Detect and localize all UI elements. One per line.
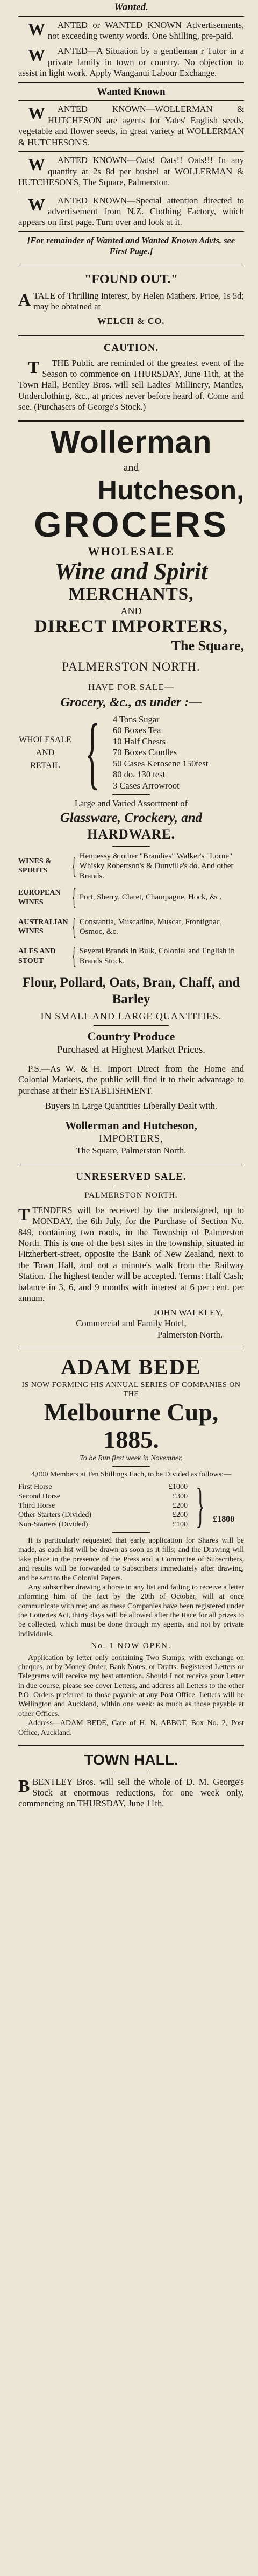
hutcheson-name: Hutcheson, [97,475,244,506]
importers-heading: DIRECT IMPORTERS, [34,617,228,637]
wollerman-ad [18,426,244,1157]
adam-p1: It is particularly requested that early application for Shares will be made, as each list will be drawn as soon as it fills; and the Drawing will take place in the presence of the Press and a Committee of Subscribers, and results will be forwarded to Subscribers immediately after drawing, and be sent to the Colonial Papers. [18,1537,244,1582]
found-out-heading: "FOUND OUT." [84,272,178,286]
divider [18,1164,244,1165]
prize-label: Non-Starters (Divided) [18,1520,88,1529]
wollerman-sig-3: The Square, Palmerston North. [76,1145,187,1156]
divider [18,231,244,232]
produce-heading: Country Produce [87,1029,175,1043]
wine-row [18,912,244,942]
wanted-ad-2: W ANTED—A Situation by a gentleman r Tutor in a private family in town or country. No objection to assist in light work. Apply Wanganui Labour Exchange. [18,45,244,79]
brace: { [84,708,101,798]
ws-item: 3 Cases Arrowroot [113,780,180,791]
buyers-text: Buyers in Large Quantities Liberally Dealt with. [45,1101,217,1111]
wine-row-text: Port, Sherry, Claret, Champagne, Hock, &c. [79,893,222,902]
divider [18,82,244,83]
ws-label-2: AND [35,748,55,757]
wanted-known-heading: Wanted Known [97,86,166,97]
unreserved-sig-1: JOHN WALKLEY, [154,1307,223,1318]
ps-text: P.S.—As W. & H. Import Direct from the Home and Colonial Markets, the public will find it to their advantage to purchase at their ESTABLISHMENT. [18,1063,244,1096]
wollerman-sig-1: Wollerman and Hutcheson, [65,1119,197,1132]
wines-table [18,850,244,971]
prize-amount: £200 [173,1511,188,1519]
caution-ad: CAUTION. T THE Public are reminded of the greatest event of the Season to commence on THURSDAY, June 11th, at the Town Hall, Bentley Bros. will sell Ladies' Millinery, Mantles, Underclothing, &c., at prices never before heard of. Come and see. (Purchasers of George's Stock.) [18,342,244,412]
wollerman-sig-2: IMPORTERS, [98,1133,164,1145]
ws-items-list [113,714,244,791]
adam-addr: Address—ADAM BEDE, Care of H. N. ABBOT, Box No. 2, Post Office, Auckland. [18,1719,244,1737]
ws-item: 50 Cases Kerosene 150test [113,758,209,769]
adam-total: £1800 [213,1515,235,1524]
wollerman-name: Wollerman [51,424,212,460]
and-label: AND [120,606,142,617]
divider [18,1347,244,1348]
adam-forming: IS NOW FORMING HIS ANNUAL SERIES OF COMPANIES ON THE [22,1381,241,1399]
brace: } [195,1479,205,1533]
wanted-heading: Wanted. [114,2,148,13]
have-for-sale: HAVE FOR SALE— [88,682,175,693]
wine-row-text: Hennessy & other "Brandies" Walker's "Lorne" Whisky Robertson's & Dunville's do. And other Brands. [79,851,234,881]
divider [112,846,150,847]
wanted-ad-2-text: ANTED—A Situation by a gentleman r Tutor in a private family in town or country. No objection to assist in light work. Apply Wanganui Labour Exchange. [18,46,244,79]
wine-row [18,883,244,912]
wine-spirit-heading: Wine and Spirit [54,558,208,585]
found-out-ad: "FOUND OUT." ATALE of Thrilling Interest, by Helen Mathers. Price, 1s 5d; may be obtained at WELCH & CO. [18,272,244,326]
prize-row [18,1492,188,1501]
found-out-body: TALE of Thrilling Interest, by Helen Mathers. Price, 1s 5d; may be obtained at [33,290,244,312]
prize-amount: £300 [173,1492,188,1501]
divider [18,420,244,422]
divider [18,265,244,266]
town-label: PALMERSTON NORTH. [62,659,200,673]
divider [18,151,244,152]
adam-heading: ADAM BEDE [61,1355,202,1380]
ws-label-1: WHOLESALE [19,735,71,744]
wine-row-label: EUROPEAN WINES [18,889,61,906]
wanted-known-ad-1: W ANTED KNOWN—WOLLERMAN & HUTCHESON are agents for Yates' English seeds, vegetable and flower seeds, in great variety at WOLLERMAN & HUTCHESON'S. [18,103,244,147]
wanted-known-note: [For remainder of Wanted and Wanted Known Advts. see First Page.] [27,235,235,257]
adam-no: No. 1 NOW OPEN. [91,1642,171,1651]
prize-row [18,1501,188,1510]
wine-row-text: Several Brands in Bulk, Colonial and English in Brands Stock. [79,947,235,966]
prize-label: Other Starters (Divided) [18,1511,92,1519]
ws-label-cell [18,714,72,791]
town-hall-heading: TOWN HALL. [84,1751,178,1768]
wanted-known-ad-3-text: ANTED KNOWN—Special attention directed to advertisement from N.Z. Clothing Factory, which appears on first page. Turn over and look at it. [18,195,244,228]
adam-cup: Melbourne Cup, 1885. [44,1398,219,1453]
square-label: The Square, [171,638,244,654]
prize-row [18,1510,188,1519]
produce-text: Purchased at Highest Market Prices. [57,1044,205,1056]
prize-label: Third Horse [18,1502,55,1510]
wine-row [18,850,244,883]
prize-amount: £1000 [169,1483,188,1491]
divider [112,1532,150,1533]
wanted-ad-1: W ANTED or WANTED KNOWN Advertisements, not exceeding twenty words. One Shilling, pre-paid. [28,19,244,41]
small-quantities: IN SMALL AND LARGE QUANTITIES. [40,1010,222,1022]
ws-item: 10 Half Chests [113,736,166,747]
unreserved-body: TENDERS will be received by the undersigned, up to MONDAY, the 6th July, for the Purchase of Section No. 849, containing two roods, in the Township of Palmerston North. This is one of the best sites in the township, situated in Fitzherbert-street, opposite the Bank of New Zealand, next to the Town Hall, and not a minute's walk from the Railway Station. The highest tender will be accepted. Terms: Half Cash; balance in 3, 6, and 9 months with interest at 6 per cent. per annum. [18,1205,244,1304]
prize-row [18,1520,188,1529]
wollerman-and: and [123,461,139,474]
glass-line-2: Glassware, Crockery, and [60,810,203,825]
brace: { [71,942,76,969]
wine-row-label: ALES AND STOUT [18,947,56,965]
wine-row-label: AUSTRALIAN WINES [18,918,68,936]
adam-p3: Application by letter only containing Two Stamps, with exchange on cheques, or by Money Order, Bank Notes, or Drafts. Registered Letters or Telegrams will receive my best attention. Should I not receive your Letter in due course, please see cover Letters, and address all Letters to the other P.O. Orders preferred to those payable at any Post Office. Letters will be Wellington and Auckland, within one week: as much as those payable at other Offices. [18,1653,244,1718]
flour-line: Flour, Pollard, Oats, Bran, Chaff, and Barley [22,975,240,1007]
town-hall-ad: TOWN HALL. BBENTLEY Bros. will sell the whole of D. M. George's Stock at enormous reductions, for one week only, commencing on THURSDAY, June 11th. [18,1751,244,1809]
wanted-known-ad-1-text: ANTED KNOWN—WOLLERMAN & HUTCHESON are agents for Yates' English seeds, vegetable and flower seeds, in great variety at WOLLERMAN & HUTCHESON'S. [18,104,244,147]
wholesale-label: WHOLESALE [88,544,175,558]
brace: { [71,853,76,879]
wanted-known-ad-3: W ANTED KNOWN—Special attention directed to advertisement from N.Z. Clothing Factory, which appears on first page. Turn over and look at it. [18,194,244,228]
ws-item: 60 Boxes Tea [113,725,161,736]
prize-row [18,1482,188,1491]
glass-line-3: HARDWARE. [87,827,175,842]
brace: { [71,884,76,911]
wine-row [18,941,244,971]
prize-amount: £100 [173,1520,188,1529]
wanted-ad-1-text: ANTED or WANTED KNOWN Advertisements, not exceeding twenty words. One Shilling, pre-paid. [48,19,244,41]
grocers-heading: GROCERS [34,504,228,544]
divider [94,1025,169,1026]
ws-label-3: RETAIL [30,761,60,770]
wanted-section [18,1,244,79]
wanted-known-ad-2-text: ANTED KNOWN—Oats! Oats!! Oats!!! In any quantity at 2s 8d per bushel at WOLLERMAN & HUTCHESON'S, The Square, Palmerston. [18,155,244,188]
unreserved-sig-3: Palmerston North. [157,1329,223,1340]
divider [18,16,244,17]
caution-heading: CAUTION. [103,342,159,354]
unreserved-heading: UNRESERVED SALE. [76,1171,187,1183]
ws-item: 4 Tons Sugar [113,714,160,724]
unreserved-sig-2: Commercial and Family Hotel, [76,1318,187,1329]
divider [18,335,244,336]
adam-p2: Any subscriber drawing a horse in any list and failing to receive a letter informing him of the fact by the 20th of October, will at once communicate with me; and as these Companies have been registered under the Lotteries Act, thirty days will be allowed after the Race for all prizes to be collected, which must be done through my agents, and not by private individuals. [18,1583,244,1638]
advertisement-column [18,0,244,1810]
brace: { [71,913,76,940]
unreserved-sale-ad: UNRESERVED SALE. PALMERSTON NORTH. TTENDERS will be received by the undersigned, up to MONDAY, the 6th July, for the Purchase of Section No. 849, containing two roods, in the Township of Palmerston North. This is one of the best sites in the township, situated in Fitzherbert-street, opposite the Bank of New Zealand, next to the Town Hall, and not a minute's walk from the Railway Station. The highest tender will be accepted. Terms: Half Cash; balance in 3, 6, and 9 months with interest at 6 per cent. per annum. JOHN WALKLEY, Commercial and Family Hotel, Palmerston North. [18,1171,244,1340]
grocery-label: Grocery, &c., as under :— [60,695,202,710]
merchants-heading: MERCHANTS, [68,585,194,604]
unreserved-place: PALMERSTON NORTH. [84,1191,178,1200]
wine-row-text: Constantia, Muscadine, Muscat, Frontignac, Osmoc, &c. [79,917,223,937]
adam-prizes-table [18,1479,244,1533]
divider [18,100,244,101]
glass-line-1: Large and Varied Assortment of [74,798,188,809]
caution-body: THE Public are reminded of the greatest event of the Season to commence on THURSDAY, June 11th, at the Town Hall, Bentley Bros. will sell Ladies' Millinery, Mantles, Underclothing, &c., at prices never before heard of. Come and see. (Purchasers of George's Stock.) [18,357,244,412]
adam-run: To be Run first week in November. [80,1454,183,1462]
divider [18,1744,244,1746]
prize-label: Second Horse [18,1492,61,1501]
found-out-footer: WELCH & CO. [97,315,165,326]
town-hall-body: BENTLEY Bros. will sell the whole of D. M. George's Stock at enormous reductions, for one week only, commencing on THURSDAY, June 11th. [18,1776,244,1809]
prize-amount: £200 [173,1502,188,1510]
adam-prizes-list [18,1482,188,1529]
wine-row-label: WINES & SPIRITS [18,857,52,875]
adam-shares: 4,000 Members at Ten Shillings Each, to be Divided as follows:— [31,1470,232,1479]
wanted-known-ad-2: W ANTED KNOWN—Oats! Oats!! Oats!!! In any quantity at 2s 8d per bushel at WOLLERMAN & HUTCHESON'S, The Square, Palmerston. [18,154,244,188]
wholesale-retail-table [18,708,244,798]
ws-item: 80 do. 130 test [113,769,166,780]
ws-item: 70 Boxes Candles [113,747,177,758]
prize-label: First Horse [18,1483,52,1491]
divider [112,794,150,795]
adam-bede-ad [18,1354,244,1737]
divider [112,1466,150,1467]
